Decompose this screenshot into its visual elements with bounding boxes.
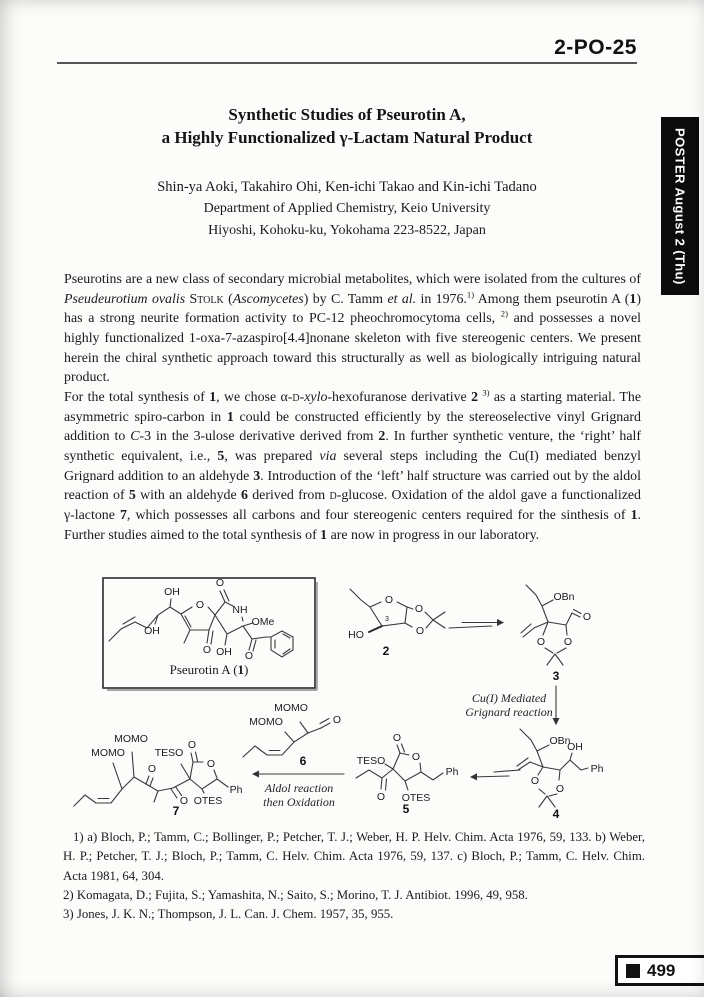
atom-label: O <box>179 795 189 807</box>
atom-label: O <box>332 714 342 726</box>
compound-number: 4 <box>552 807 560 821</box>
atom-label: TESO <box>356 755 386 767</box>
atom-label: O <box>411 751 421 763</box>
atom-label: O <box>536 636 546 648</box>
atom-label: OBn <box>549 735 571 747</box>
atom-label: MOMO <box>114 733 148 745</box>
page-title-line1: Synthetic Studies of Pseurotin A, <box>228 105 466 124</box>
atom-label: Ph <box>445 766 459 778</box>
atom-label: OTES <box>401 792 431 804</box>
atom-label: OMe <box>251 616 275 628</box>
abstract-text <box>64 270 641 545</box>
reference-item: 1) a) Bloch, P.; Tamm, C.; Bollinger, P.; Petcher, T. J.; Weber, H. P. Helv. Chim. Acta 1976, 59, 133. b) Weber, H. P.; Petcher, T. J.; Bloch, P.; Tamm, C. Helv. Chim. Acta 1976, 59, 137. c) Bloch, P.; Tamm, C. Helv. Chim. Acta 1981, 64, 304. <box>63 830 645 883</box>
atom-label: O <box>202 644 212 656</box>
compound-number: 7 <box>172 804 180 818</box>
structure-7 <box>74 733 243 818</box>
atom-label: OBn <box>553 591 575 603</box>
structure-4 <box>517 729 604 821</box>
atom-label: O <box>384 594 394 606</box>
atom-label: O <box>530 775 540 787</box>
abstract-paragraph-2: For the total synthesis of 1, we chose α-d-xylo-hexofuranose derivative 2 $^{3)}$ as a starting material. The asymmetric spiro-carbon in 1 could be constructed efficiently by the stereoselective vinyl Grignard addition to C-3 in the 3-ulose derivative derived from 2. In further synthetic venture, the ‘right’ half synthetic equivalent, i.e., 5, was prepared via several steps including the Cu(I) mediated benzyl Grignard addition to an aldehyde 3. Introduction of the ‘left’ half structure was carried out by the aldol reaction of 5 with an aldehyde 6 derived from d-glucose. Oxidation of the aldol gave a functionalized γ-lactone 7, which possesses all carbons and four stereogenic centers required for the sinthesis of 1. Further studies aimed to the total synthesis of 1 are now in progress in our laboratory. <box>64 387 642 543</box>
compound-number: 6 <box>299 754 307 768</box>
reaction-condition-label: then Oxidation <box>263 795 335 809</box>
address-line: Hiyoshi, Kohoku-ku, Yokohama 223-8522, Japan <box>208 223 486 238</box>
atom-label: O <box>187 739 197 751</box>
reference-item: 2) Komagata, D.; Fujita, S.; Yamashita, N.; Saito, S.; Morino, T. J. Antibiot. 1996, 49, 958. <box>63 887 528 902</box>
atom-label: MOMO <box>249 716 283 728</box>
atom-label: O <box>376 791 386 803</box>
reaction-arrow-3-to-4 <box>465 686 556 724</box>
page-marker-icon <box>626 964 640 978</box>
atom-label: O <box>582 611 592 623</box>
atom-label: TESO <box>154 747 184 759</box>
reference-item: 3) Jones, J. K. N.; Thompson, J. L. Can. J. Chem. 1957, 35, 955. <box>63 907 394 922</box>
carbon-position-label: 3 <box>385 616 389 623</box>
atom-label: O <box>414 603 424 615</box>
atom-label: O <box>206 758 216 770</box>
atom-label: O <box>195 599 205 611</box>
reaction-arrow-5-to-7 <box>253 774 344 809</box>
paper-code: 2-PO-25 <box>554 36 637 59</box>
atom-label: Ph <box>229 784 243 796</box>
atom-label: MOMO <box>91 747 125 759</box>
atom-label: OH <box>567 741 583 753</box>
atom-label: OTES <box>193 795 223 807</box>
structure-2 <box>348 589 445 658</box>
reaction-arrow-2-to-3 <box>449 623 503 629</box>
atom-label: NH <box>232 604 248 616</box>
atom-label: O <box>147 763 157 775</box>
page-title-line2: a Highly Functionalized γ-Lactam Natural Product <box>161 128 533 147</box>
pseurotin-caption: Pseurotin A (1) <box>169 662 249 677</box>
references-section <box>63 828 645 924</box>
structure-5 <box>356 732 459 816</box>
affiliation-line: Department of Applied Chemistry, Keio University <box>203 201 491 216</box>
page-title <box>57 103 637 149</box>
atom-label: MOMO <box>274 702 308 714</box>
structure-6 <box>243 702 341 768</box>
reaction-condition-label: Cu(I) Mediated <box>471 691 547 705</box>
atom-label: O <box>392 732 402 744</box>
atom-label: O <box>563 636 573 648</box>
authors-line: Shin-ya Aoki, Takahiro Ohi, Ken-ichi Takao and Kin-ichi Tadano <box>157 179 537 195</box>
compound-number: 3 <box>552 669 560 683</box>
header-rule <box>57 62 637 64</box>
atom-label: OH <box>144 625 160 637</box>
atom-label: O <box>215 577 225 589</box>
reaction-arrow-4-to-5 <box>471 770 520 777</box>
compound-number: 5 <box>402 802 410 816</box>
atom-label: HO <box>348 629 364 641</box>
page-number: 499 <box>647 960 676 980</box>
atom-label: O <box>415 625 425 637</box>
structure-pseurotin-a <box>109 577 293 677</box>
atom-label: OH <box>164 586 180 598</box>
atom-label: O <box>555 783 565 795</box>
abstract-paragraph-1: Pseurotins are a new class of secondary microbial metabolites, which were isolated from the cultures of Pseudeurotium ovalis Stolk (Ascomycetes) by C. Tamm et al. in 1976.$^{1)}$ Among them pseurotin A (1) has a strong neurite formation activity to PC-12 pheochromocytoma cells, $^{2)}$ and possesses a novel highly functionalized 1-oxa-7-azaspiro[4.4]nonane skeleton with five stereogenic centers. We present herein the chiral synthetic approach toward this structurally as well as biologically intriguing natural product. <box>64 272 641 386</box>
atom-label: Ph <box>590 763 604 775</box>
reaction-condition-label: Grignard reaction <box>465 705 553 719</box>
atom-label: O <box>244 650 254 662</box>
reaction-condition-label: Aldol reaction <box>264 781 334 795</box>
poster-session-banner: POSTER August 2 (Thu) <box>661 117 699 295</box>
atom-label: OH <box>216 646 232 658</box>
reaction-scheme-figure <box>0 568 704 836</box>
compound-number: 2 <box>382 644 390 658</box>
page-number-box <box>615 955 704 986</box>
structure-3 <box>521 585 591 683</box>
